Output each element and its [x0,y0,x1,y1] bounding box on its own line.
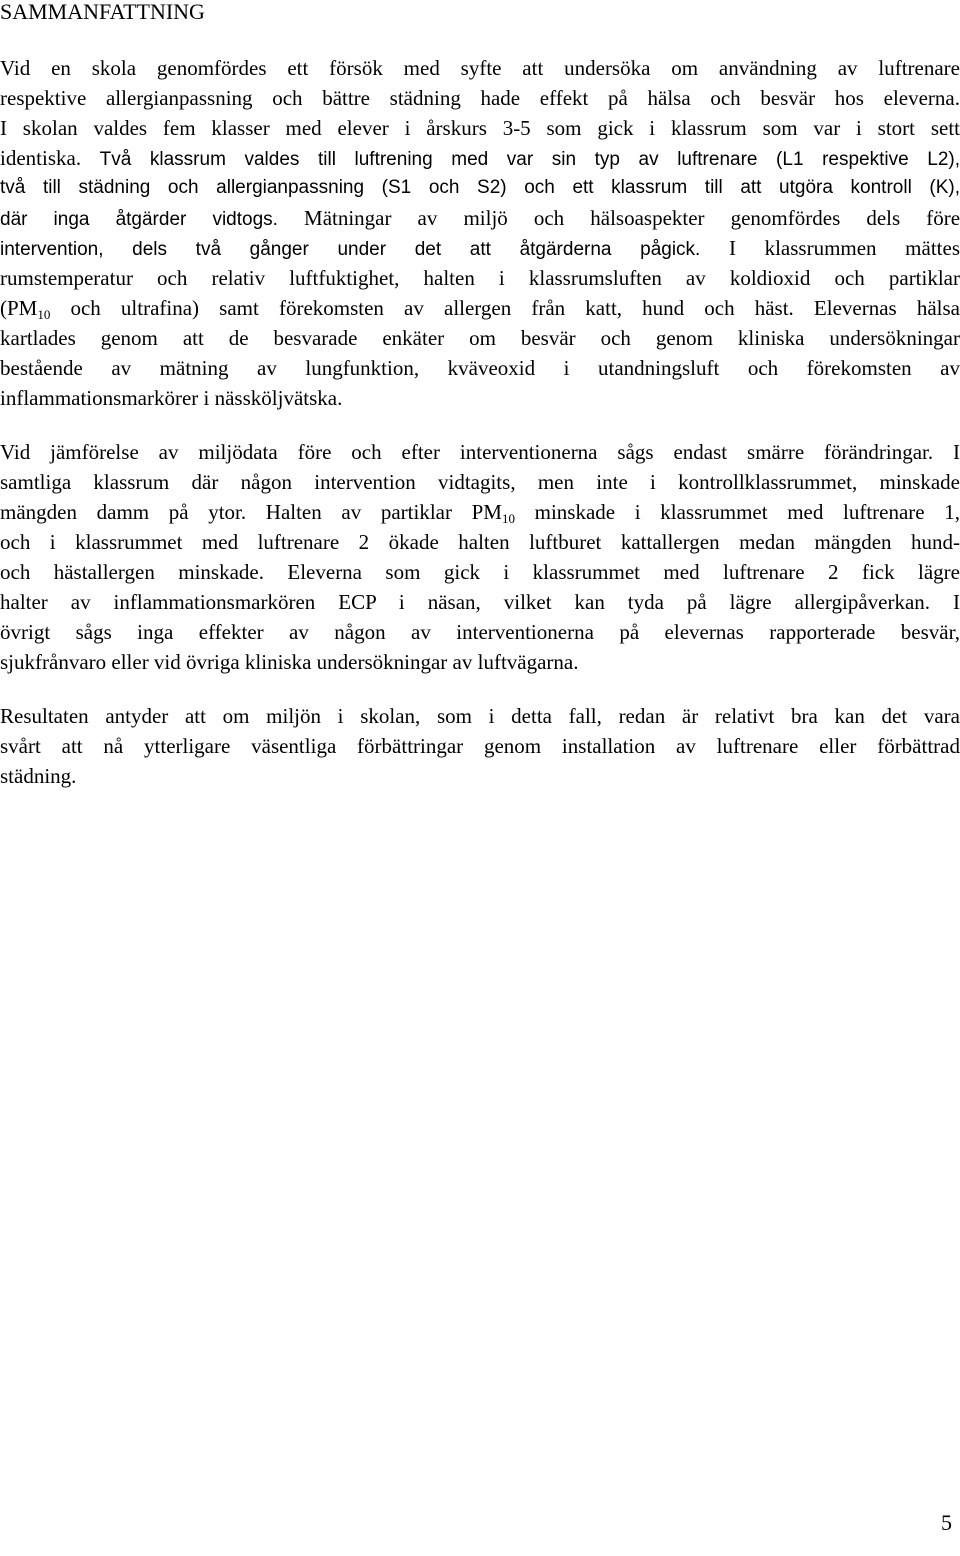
page-number: 5 [941,1510,952,1535]
text-run: identiska. [0,146,82,170]
text-line: och i klassrummet med luftrenare 2 ökade halten luftburet kattallergen medan mängden hund- [0,530,960,554]
text-line: och hästallergen minskade. Eleverna som gick i klassrummet med luftrenare 2 fick lägre [0,560,960,584]
subscript: 10 [37,307,51,322]
text-line [0,293,960,323]
text-run: (PM [0,296,38,320]
summary-paragraph-2 [0,437,960,677]
text-line: två till städning och allergianpassning (S1 och S2) och ett klassrum till att utgöra kontroll (K), [0,177,960,198]
text-run-sans: Två klassrum valdes till luftrening med var sin typ av luftrenare (L1 respektive L2), [99,149,960,170]
text-line: halter av inflammationsmarkören ECP i näsan, vilket kan tyda på lägre allergipåverkan. I [0,590,960,614]
text-line: Vid jämförelse av miljödata före och efter interventionerna sågs endast smärre förändringar. I [0,440,960,464]
text-run-sans: där inga åtgärder vidtogs. [0,209,278,230]
text-run-sans: intervention, dels två gånger under det att åtgärderna pågick. [0,239,701,260]
text-line [0,203,960,233]
text-line [0,233,960,263]
text-line [0,143,960,173]
summary-paragraph-3 [0,701,960,791]
text-line: respektive allergianpassning och bättre städning hade effekt på hälsa och besvär hos eleverna. [0,86,960,110]
text-line: sjukfrånvaro eller vid övriga kliniska undersökningar av luftvägarna. [0,650,579,674]
text-line [0,497,960,527]
summary-paragraph-1 [0,53,960,413]
text-line: I skolan valdes fem klasser med elever i årskurs 3-5 som gick i klassrum som var i stort sett [0,116,960,140]
text-line: inflammationsmarkörer i nässköljvätska. [0,386,343,410]
text-line: samtliga klassrum där någon intervention vidtagits, men inte i kontrollklassrummet, minskade [0,470,960,494]
text-line: övrigt sågs inga effekter av någon av interventionerna på elevernas rapporterade besvär, [0,620,960,644]
section-heading: SAMMANFATTNING [0,0,205,24]
text-line: rumstemperatur och relativ luftfuktighet, halten i klassrumsluften av koldioxid och partiklar [0,266,960,290]
text-line: bestående av mätning av lungfunktion, kväveoxid i utandningsluft och förekomsten av [0,356,960,380]
text-run: och ultrafina) samt förekomsten av allergen från katt, hund och häst. Elevernas hälsa [70,296,960,320]
text-line: Resultaten antyder att om miljön i skolan, som i detta fall, redan är relativt bra kan det vara [0,704,960,728]
text-line: städning. [0,764,77,788]
text-line: svårt att nå ytterligare väsentliga förbättringar genom installation av luftrenare eller förbättrad [0,734,960,758]
text-line: Vid en skola genomfördes ett försök med syfte att undersöka om användning av luftrenare [0,56,960,80]
text-run: mängden damm på ytor. Halten av partiklar PM [0,500,502,524]
text-line: kartlades genom att de besvarade enkäter om besvär och genom kliniska undersökningar [0,326,960,350]
text-run: I klassrummen mättes [728,236,960,260]
text-run: Mätningar av miljö och hälsoaspekter genomfördes dels före [304,206,960,230]
text-run: minskade i klassrummet med luftrenare 1, [534,500,960,524]
subscript: 10 [501,511,515,526]
